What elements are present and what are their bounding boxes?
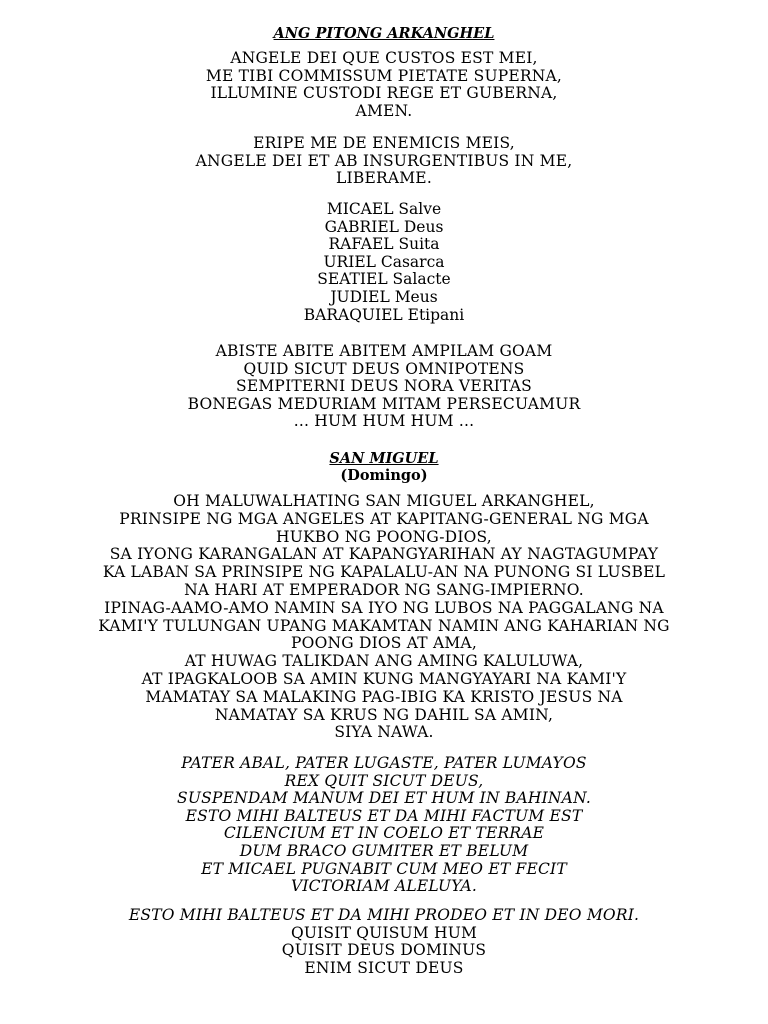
closing-line: ENIM SICUT DEUS	[304, 958, 464, 977]
invocation-1-line: AMEN.	[355, 101, 413, 120]
archangel-name: SEATIEL Salacte	[317, 270, 451, 289]
prayer-line: PRINSIPE NG MGA ANGELES AT KAPITANG-GENERAL NG MGA	[119, 509, 649, 528]
document-title	[0, 25, 768, 42]
archangel-name: JUDIEL Meus	[330, 287, 438, 306]
closing-line: QUISIT DEUS DOMINUS	[281, 941, 487, 960]
invocation-3-line: SEMPITERNI DEUS NORA VERITAS	[236, 377, 532, 396]
closing-line: QUISIT QUISUM HUM	[290, 923, 478, 942]
archangel-name: GABRIEL Deus	[324, 217, 444, 236]
latin-italic-line: PATER ABAL, PATER LUGASTE, PATER LUMAYOS	[181, 754, 587, 772]
latin-italic-line: SUSPENDAM MANUM DEI ET HUM IN BAHINAN.	[177, 789, 591, 808]
invocation-2-line: ANGELE DEI ET AB INSURGENTIBUS IN ME,	[195, 151, 573, 170]
invocation-3-line: ... HUM HUM HUM ...	[293, 412, 475, 431]
prayer-line: HUKBO NG POONG-DIOS,	[276, 527, 492, 546]
invocation-1-line: ILLUMINE CUSTODI REGE ET GUBERNA,	[210, 84, 558, 103]
invocation-1-line: ME TIBI COMMISSUM PIETATE SUPERNA,	[205, 66, 563, 85]
prayer-line: NAMATAY SA KRUS NG DAHIL SA AMIN,	[214, 705, 554, 724]
prayer-line: OH MALUWALHATING SAN MIGUEL ARKANGHEL,	[173, 492, 595, 510]
prayer-line: AT IPAGKALOOB SA AMIN KUNG MANGYAYARI NA KAMI'Y	[141, 669, 627, 688]
invocation-block-1	[0, 50, 768, 120]
prayer-block	[0, 493, 768, 742]
invocation-3-line: ABISTE ABITE ABITEM AMPILAM GOAM	[215, 342, 553, 360]
latin-italic-line: CILENCIUM ET IN COELO ET TERRAE	[223, 824, 545, 843]
section-subtitle: (Domingo)	[340, 467, 428, 484]
prayer-line: MAMATAY SA MALAKING PAG-IBIG KA KRISTO JESUS NA	[145, 687, 623, 706]
invocation-2-line: ERIPE ME DE ENEMICIS MEIS,	[253, 134, 515, 152]
section-heading	[0, 450, 768, 484]
latin-italic-block-1	[0, 755, 768, 896]
invocation-block-3	[0, 343, 768, 431]
archangel-name: MICAEL Salve	[326, 200, 442, 218]
invocation-1-line: ANGELE DEI QUE CUSTOS EST MEI,	[230, 49, 538, 67]
invocation-2-line: LIBERAME.	[336, 169, 432, 188]
title-text: ANG PITONG ARKANGHEL	[273, 25, 495, 42]
latin-italic-line: ET MICAEL PUGNABIT CUM MEO ET FECIT	[201, 859, 567, 878]
latin-italic-line: ESTO MIHI BALTEUS ET DA MIHI PRODEO ET IN DEO MORI.	[128, 906, 640, 924]
closing-block	[0, 907, 768, 977]
prayer-line: SIYA NAWA.	[334, 723, 434, 742]
latin-italic-line: DUM BRACO GUMITER ET BELUM	[239, 841, 529, 860]
archangel-name: URIEL Casarca	[323, 252, 445, 271]
section-title: SAN MIGUEL	[329, 450, 439, 467]
archangel-list	[0, 201, 768, 324]
latin-italic-line: REX QUIT SICUT DEUS,	[284, 771, 484, 790]
prayer-line: AT HUWAG TALIKDAN ANG AMING KALULUWA,	[184, 652, 584, 671]
latin-italic-line: VICTORIAM ALELUYA.	[290, 877, 478, 896]
prayer-line: POONG DIOS AT AMA,	[291, 634, 477, 653]
prayer-line: SA IYONG KARANGALAN AT KAPANGYARIHAN AY NAGTAGUMPAY	[109, 545, 659, 564]
invocation-block-2	[0, 135, 768, 188]
prayer-line: KA LABAN SA PRINSIPE NG KAPALALU-AN NA PUNONG SI LUSBEL	[102, 563, 666, 582]
prayer-line: NA HARI AT EMPERADOR NG SANG-IMPIERNO.	[184, 580, 584, 599]
prayer-line: IPINAG-AAMO-AMO NAMIN SA IYO NG LUBOS NA PAGGALANG NA	[104, 598, 664, 617]
prayer-line: KAMI'Y TULUNGAN UPANG MAKAMTAN NAMIN ANG KAHARIAN NG	[98, 616, 670, 635]
archangel-name: BARAQUIEL Etipani	[303, 305, 465, 324]
invocation-3-line: BONEGAS MEDURIAM MITAM PERSECUAMUR	[187, 394, 581, 413]
latin-italic-line: ESTO MIHI BALTEUS ET DA MIHI FACTUM EST	[185, 806, 583, 825]
archangel-name: RAFAEL Suita	[328, 235, 440, 254]
invocation-3-line: QUID SICUT DEUS OMNIPOTENS	[243, 359, 525, 378]
